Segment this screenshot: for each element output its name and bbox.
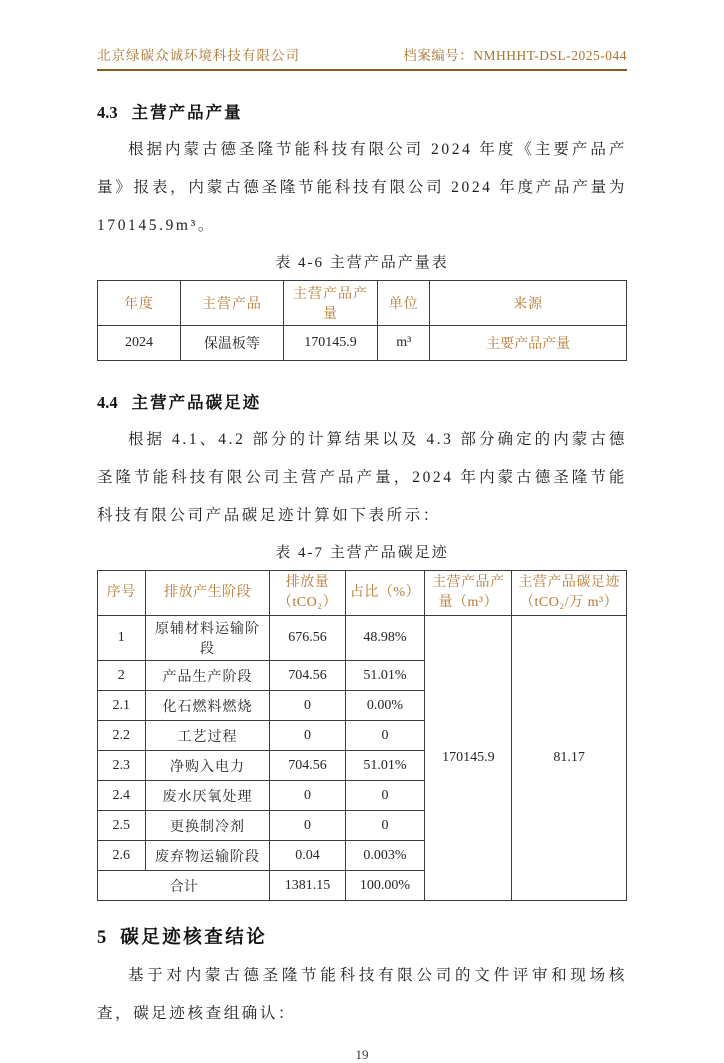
cell-index: 2.1 <box>98 691 146 721</box>
col-header-footprint: 主营产品碳足迹 （tCO₂/万 m³） <box>512 571 627 616</box>
cell-share: 0 <box>345 721 425 751</box>
col-header-source: 来源 <box>430 281 627 326</box>
cell-emission: 704.56 <box>270 661 345 691</box>
section-4-4-paragraph: 根据 4.1、4.2 部分的计算结果以及 4.3 部分确定的内蒙古德圣隆节能科技有限公司主营产品产量，2024 年内蒙古德圣隆节能科技有限公司产品碳足迹计算如下表所示： <box>97 431 627 524</box>
cell-share: 51.01% <box>345 751 425 781</box>
cell-stage: 更换制冷剂 <box>145 811 270 841</box>
table-row <box>98 326 627 361</box>
cell-share: 0 <box>345 811 425 841</box>
cell-stage: 废弃物运输阶段 <box>145 841 270 871</box>
table-4-6-product-output <box>97 280 627 361</box>
col-header-production: 主营产品产 量（m³） <box>425 571 512 616</box>
cell-output: 170145.9 <box>283 326 378 361</box>
section-5-number: 5 <box>97 928 107 948</box>
cell-index: 2.3 <box>98 751 146 781</box>
cell-index: 1 <box>98 616 146 661</box>
cell-index: 2.4 <box>98 781 146 811</box>
cell-total-label: 合计 <box>98 871 270 901</box>
section-4-4-number: 4.4 <box>97 393 118 412</box>
page-number: 19 <box>355 1047 369 1062</box>
section-5-paragraph: 基于对内蒙古德圣隆节能科技有限公司的文件评审和现场核查，碳足迹核查组确认： <box>97 967 627 1022</box>
cell-year: 2024 <box>98 326 181 361</box>
cell-index: 2.5 <box>98 811 146 841</box>
section-5-title: 碳足迹核查结论 <box>120 928 268 948</box>
col-header-emission: 排放量 （tCO₂） <box>270 571 345 616</box>
cell-stage: 产品生产阶段 <box>145 661 270 691</box>
table-4-7-caption: 表 4-7 主营产品碳足迹 <box>275 545 449 561</box>
section-4-3-number: 4.3 <box>97 103 118 122</box>
document-page <box>97 0 627 1063</box>
col-header-output: 主营产品产量 <box>283 281 378 326</box>
col-header-product: 主营产品 <box>181 281 284 326</box>
archive-label: 档案编号： <box>403 48 474 63</box>
cell-source: 主要产品产量 <box>430 326 627 361</box>
section-4-4-title: 主营产品碳足迹 <box>131 393 262 412</box>
cell-unit: m³ <box>378 326 430 361</box>
cell-emission: 0 <box>270 691 345 721</box>
cell-emission: 0 <box>270 781 345 811</box>
table-row <box>98 571 627 616</box>
cell-product: 保温板等 <box>181 326 284 361</box>
header-archive-number <box>403 44 627 64</box>
cell-share: 0 <box>345 781 425 811</box>
cell-stage: 净购入电力 <box>145 751 270 781</box>
col-header-index: 序号 <box>98 571 146 616</box>
section-5-heading <box>97 923 627 949</box>
cell-index: 2.2 <box>98 721 146 751</box>
cell-stage: 废水厌氧处理 <box>145 781 270 811</box>
col-header-year: 年度 <box>98 281 181 326</box>
cell-total-share: 100.00% <box>345 871 425 901</box>
section-4-3-title: 主营产品产量 <box>131 103 243 122</box>
cell-stage: 化石燃料燃烧 <box>145 691 270 721</box>
running-header <box>97 44 627 71</box>
cell-emission: 0 <box>270 721 345 751</box>
cell-emission: 704.56 <box>270 751 345 781</box>
cell-share: 0.00% <box>345 691 425 721</box>
table-4-7-carbon-footprint <box>97 570 627 901</box>
cell-emission: 0.04 <box>270 841 345 871</box>
cell-emission: 676.56 <box>270 616 345 661</box>
header-company-name: 北京绿碳众诚环境科技有限公司 <box>97 48 300 63</box>
cell-stage: 工艺过程 <box>145 721 270 751</box>
cell-footprint-merged: 81.17 <box>512 616 627 901</box>
section-4-3-heading <box>97 99 627 123</box>
cell-stage: 原辅材料运输阶段 <box>145 616 270 661</box>
cell-production-merged: 170145.9 <box>425 616 512 901</box>
cell-share: 51.01% <box>345 661 425 691</box>
cell-share: 0.003% <box>345 841 425 871</box>
col-header-share: 占比（%） <box>345 571 425 616</box>
table-row <box>98 281 627 326</box>
cell-index: 2.6 <box>98 841 146 871</box>
cell-share: 48.98% <box>345 616 425 661</box>
cell-total-emission: 1381.15 <box>270 871 345 901</box>
archive-value: NMHHHT-DSL-2025-044 <box>473 48 627 63</box>
section-4-4-heading <box>97 389 627 413</box>
col-header-stage: 排放产生阶段 <box>145 571 270 616</box>
table-row <box>98 616 627 661</box>
cell-index: 2 <box>98 661 146 691</box>
section-4-3-paragraph: 根据内蒙古德圣隆节能科技有限公司 2024 年度《主要产品产量》报表，内蒙古德圣隆节能科技有限公司 2024 年度产品产量为 170145.9m³。 <box>97 141 627 234</box>
cell-emission: 0 <box>270 811 345 841</box>
table-4-6-caption: 表 4-6 主营产品产量表 <box>275 255 449 271</box>
col-header-unit: 单位 <box>378 281 430 326</box>
